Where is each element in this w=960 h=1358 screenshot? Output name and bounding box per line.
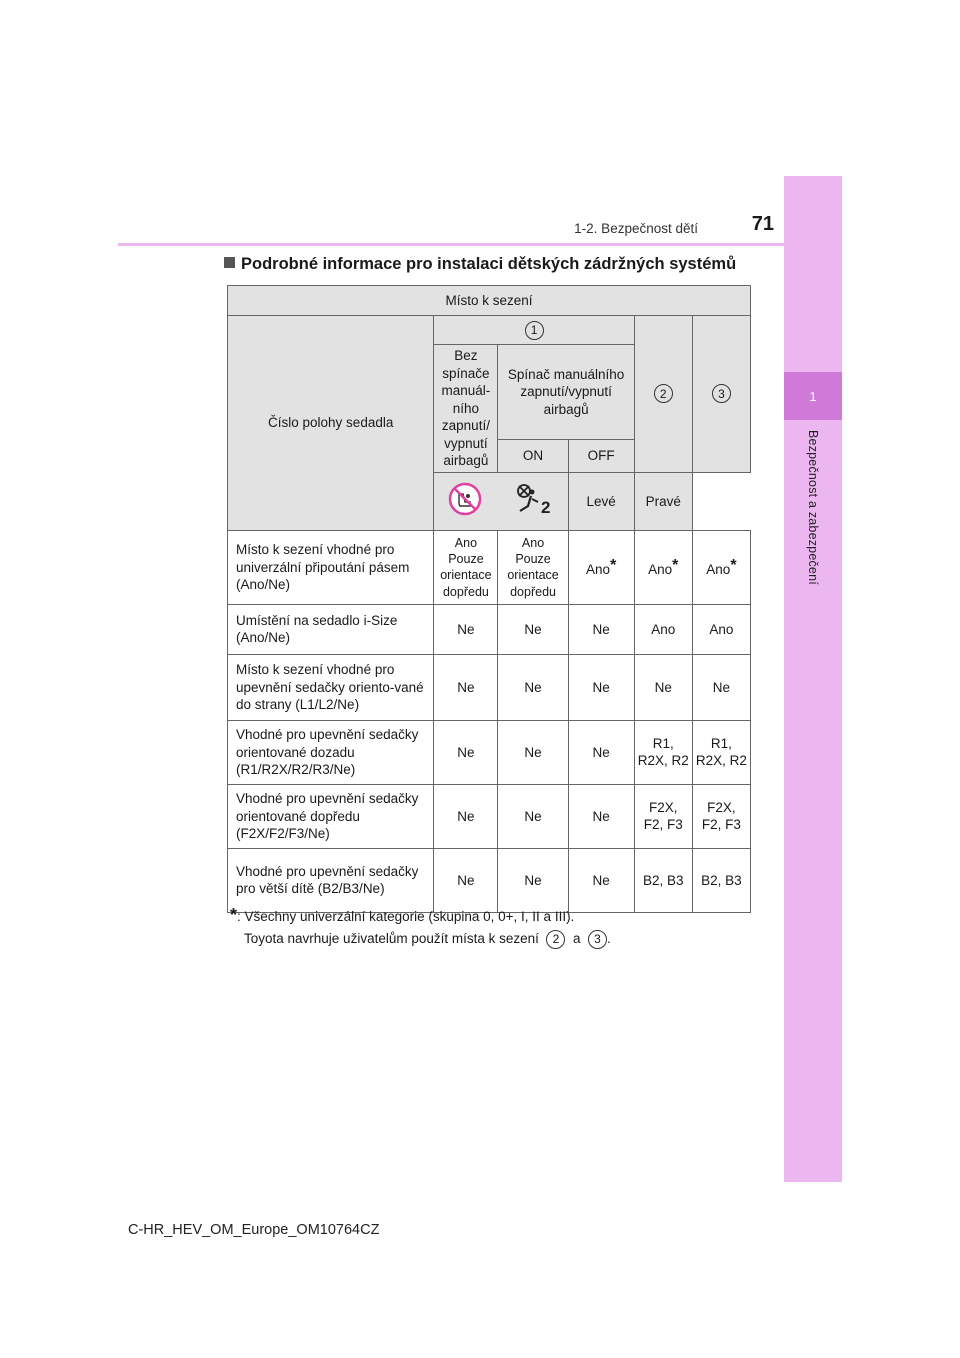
section-title: 1-2. Bezpečnost dětí	[574, 221, 698, 236]
heading-text: Podrobné informace pro instalaci dětských zádržných systémů	[241, 255, 737, 273]
table-cell: Ne	[498, 604, 568, 654]
footnote-text-2: Toyota navrhuje uživatelům použít místa k sezení	[244, 931, 539, 946]
right-label: Pravé	[634, 472, 692, 530]
off-label: OFF	[568, 440, 634, 473]
table-cell: B2, B3	[634, 848, 692, 912]
document-footer: C-HR_HEV_OM_Europe_OM10764CZ	[128, 1222, 380, 1238]
on-label: ON	[498, 440, 568, 473]
airbag-icons-cell	[434, 472, 568, 530]
table-cell: Ne	[498, 654, 568, 720]
table-row	[228, 530, 751, 604]
row-label: Vhodné pro upevnění sedačky orientované dopředu (F2X/F2/F3/Ne)	[228, 784, 434, 848]
row-label: Vhodné pro upevnění sedačky pro větší dítě (B2/B3/Ne)	[228, 848, 434, 912]
footnote-and: a	[572, 931, 581, 946]
table-cell: R1, R2X, R2	[634, 720, 692, 784]
table-cell: Ne	[498, 784, 568, 848]
airbag-off-icon-number: 2	[540, 498, 551, 517]
table-cell: Ano Pouze orientace dopředu	[498, 530, 568, 604]
table-cell: Ne	[434, 654, 498, 720]
table-cell: Ne	[568, 604, 634, 654]
asterisk-marker: *	[610, 557, 617, 575]
asterisk-marker: *	[730, 557, 737, 575]
table-cell	[634, 530, 692, 604]
position-1-header	[434, 316, 634, 345]
table-row	[228, 604, 751, 654]
section-heading	[224, 255, 764, 274]
row-label: Místo k sezení vhodné pro univerzální připoutání pásem (Ano/Ne)	[228, 530, 434, 604]
position-3-circle: 3	[712, 384, 731, 403]
table-cell: R1, R2X, R2	[692, 720, 750, 784]
table-cell: Ne	[498, 848, 568, 912]
position-1-circle: 1	[525, 321, 544, 340]
cell-value: Ano	[648, 562, 673, 578]
asterisk-marker: *	[672, 557, 679, 575]
table-cell: Ne	[434, 604, 498, 654]
table-row	[228, 784, 751, 848]
table-cell: Ne	[634, 654, 692, 720]
table-cell: Ne	[568, 654, 634, 720]
table-row	[228, 654, 751, 720]
table-cell	[568, 530, 634, 604]
position-3-header	[692, 316, 750, 473]
col-switch-label: Spínač manuálního zapnutí/vypnutí airbagů	[498, 345, 634, 440]
table-cell: Ne	[692, 654, 750, 720]
ref-circle-3: 3	[588, 930, 607, 949]
footnote-line-2	[230, 929, 760, 949]
row-header-label: Číslo polohy sedadla	[228, 316, 434, 531]
table-row	[228, 720, 751, 784]
chapter-side-tab	[784, 176, 842, 1182]
position-2-header	[634, 316, 692, 473]
cell-value: Ano	[706, 562, 731, 578]
table-cell: Ne	[568, 720, 634, 784]
header-rule	[118, 243, 842, 246]
table-cell: Ne	[498, 720, 568, 784]
table-cell: Ne	[434, 720, 498, 784]
table-cell: Ano	[692, 604, 750, 654]
position-2-circle: 2	[654, 384, 673, 403]
airbag-off-icon	[514, 482, 554, 521]
row-label: Místo k sezení vhodné pro upevnění sedačky oriento-vané do strany (L1/L2/Ne)	[228, 654, 434, 720]
footnote-text-1: : Všechny univerzální kategorie (skupina 0, 0+, I, II a III).	[237, 909, 575, 924]
row-label: Umístění na sedadlo i-Size (Ano/Ne)	[228, 604, 434, 654]
table-cell: F2X, F2, F3	[634, 784, 692, 848]
table-cell: B2, B3	[692, 848, 750, 912]
table-cell: Ano Pouze orientace dopředu	[434, 530, 498, 604]
table-cell: Ne	[568, 848, 634, 912]
footnote-line-1	[230, 902, 760, 929]
table-cell: Ano	[634, 604, 692, 654]
footnote	[230, 902, 760, 949]
child-seat-airbag-icon	[448, 482, 482, 521]
footnote-period: .	[606, 931, 611, 946]
table-top-header: Místo k sezení	[228, 286, 751, 316]
chapter-number: 1	[784, 372, 842, 420]
heading-square-icon	[224, 257, 235, 268]
table-cell: F2X, F2, F3	[692, 784, 750, 848]
seating-table	[227, 285, 751, 913]
footnote-asterisk: *	[230, 905, 238, 925]
table-cell	[692, 530, 750, 604]
table-cell: Ne	[434, 784, 498, 848]
chapter-title-text: Bezpečnost a zabezpečení	[806, 430, 820, 585]
left-label: Levé	[568, 472, 634, 530]
table-cell: Ne	[568, 784, 634, 848]
ref-circle-2: 2	[546, 930, 565, 949]
cell-value: Ano	[586, 562, 611, 578]
col-no-switch-label: Bez spínače manuál-ního zapnutí/ vypnutí airbagů	[434, 345, 498, 473]
chapter-title	[784, 430, 842, 630]
page-number: 71	[751, 213, 774, 235]
table-cell: Ne	[434, 848, 498, 912]
row-label: Vhodné pro upevnění sedačky orientované dozadu (R1/R2X/R2/R3/Ne)	[228, 720, 434, 784]
